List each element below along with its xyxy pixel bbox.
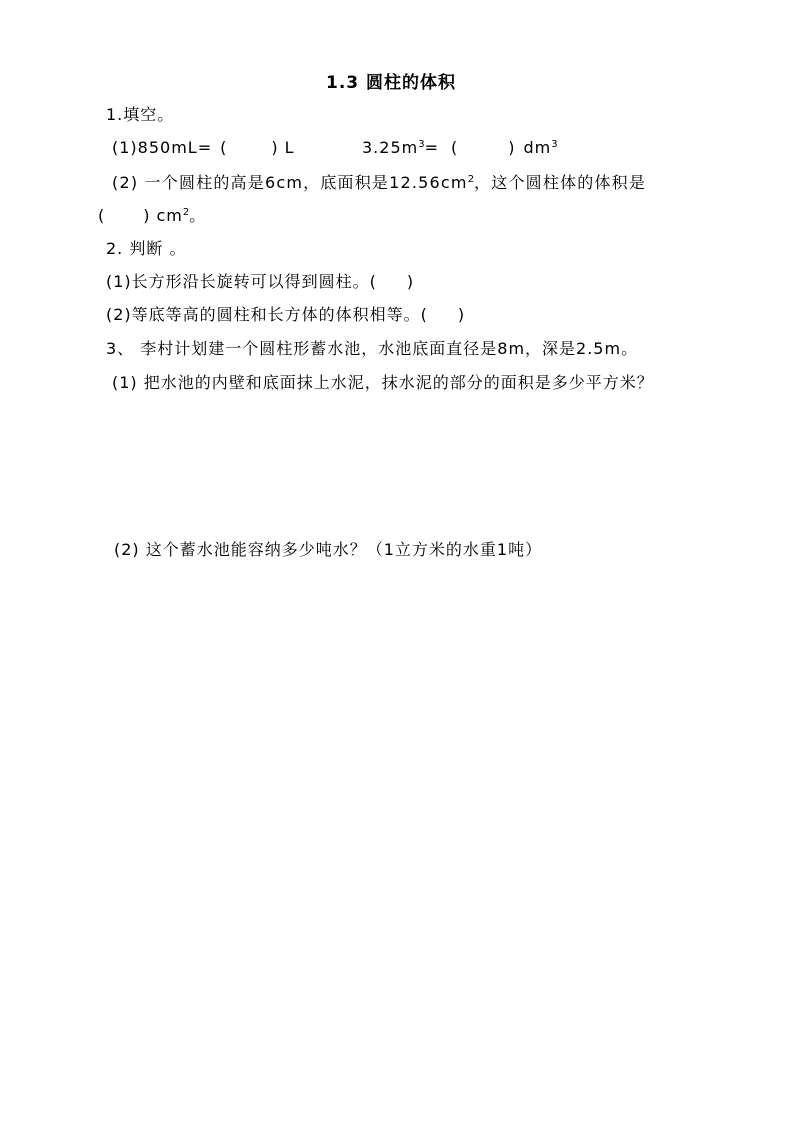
page-title: 1.3 圆柱的体积 [326, 73, 457, 93]
fill-question-1a-expr: 850mL= [137, 138, 213, 157]
answer-blank-close: ) [457, 305, 466, 324]
section-2-heading: 2. 判断 。 [106, 239, 187, 258]
answer-blank-close: ) [271, 138, 279, 157]
answer-blank-close: ) [406, 272, 415, 291]
answer-blank-open: ( [369, 272, 377, 291]
section-3-question-1: (1) 把水池的内壁和底面抹上水泥，抹水泥的部分的面积是多少平方米？ [112, 373, 654, 392]
fill-question-2-unit-sup: 2 [182, 207, 190, 218]
judge-item-1-text: (1)长方形沿长旋转可以得到圆柱。 [106, 272, 370, 291]
section-1-heading: 1.填空。 [106, 105, 175, 124]
fill-question-1b-expr: 3.25m [362, 138, 419, 157]
answer-blank-close: ) [143, 206, 151, 225]
answer-blank-open: ( [451, 138, 459, 157]
fill-question-2-period: 。 [189, 206, 207, 225]
fill-question-2-line1 [112, 173, 646, 193]
judge-item-2 [106, 305, 465, 325]
fill-question-1 [112, 138, 295, 158]
answer-blank-close: ) [508, 138, 516, 157]
fill-question-1b-unit-sup: 3 [551, 139, 558, 150]
fill-question-2-line2 [98, 206, 206, 226]
fill-question-2-text: (2) 一个圆柱的高是6cm，底面积是12.56cm [112, 173, 468, 192]
fill-question-1b-unit: dm [523, 138, 552, 157]
answer-blank-open: ( [420, 305, 428, 324]
judge-item-1 [106, 272, 414, 292]
section-3-question-2: (2) 这个蓄水池能容纳多少吨水？（1立方米的水重1吨） [114, 540, 543, 559]
fill-question-1-label: (1) [112, 138, 138, 157]
fill-question-1b-equals: = [424, 138, 439, 157]
fill-question-1b-expr-sup: 3 [418, 139, 425, 150]
judge-item-2-text: (2)等底等高的圆柱和长方体的体积相等。 [106, 305, 421, 324]
section-3-heading: 3、 李村计划建一个圆柱形蓄水池，水池底面直径是8m，深是2.5m。 [106, 339, 639, 358]
fill-question-2-sup: 2 [467, 174, 475, 185]
answer-blank-open: ( [220, 138, 228, 157]
fill-question-1a-unit: L [284, 138, 295, 157]
answer-blank-open: ( [98, 206, 106, 225]
fill-question-1b [362, 138, 558, 158]
fill-question-2-text-end: ，这个圆柱体的体积是 [474, 173, 647, 192]
fill-question-2-unit: cm [156, 206, 183, 225]
